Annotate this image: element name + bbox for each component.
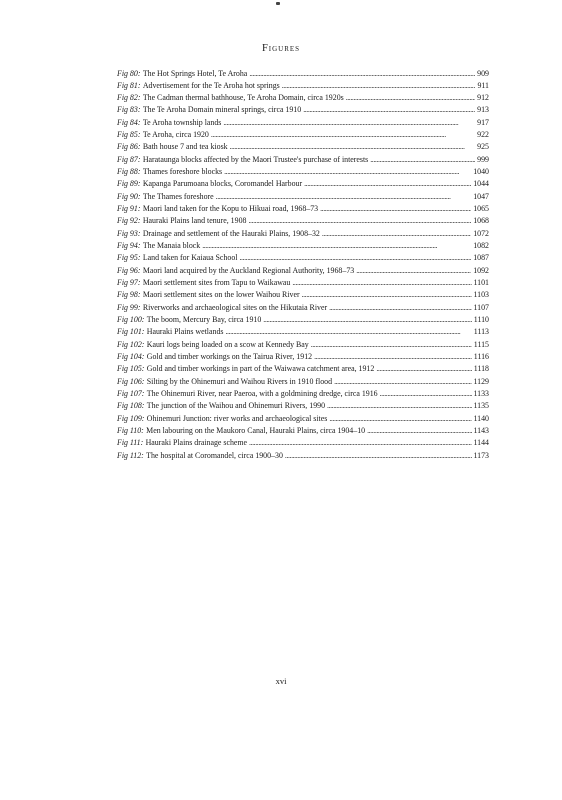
figure-label: Fig 108:: [117, 401, 145, 411]
dot-leader: [380, 388, 472, 400]
figure-caption: Thames foreshore blocks: [142, 167, 223, 177]
figure-entry: [117, 302, 489, 314]
dot-leader: [230, 141, 476, 153]
figure-entry: [117, 413, 489, 425]
figure-entry: [117, 351, 489, 363]
figure-label: Fig 88:: [117, 167, 141, 177]
figure-caption: Drainage and settlement of the Hauraki Plains, 1908–32: [142, 228, 320, 238]
figure-entry: [117, 166, 489, 178]
figure-page-number: 999: [477, 154, 489, 164]
figure-label: Fig 110:: [117, 426, 144, 436]
dot-leader: [211, 129, 475, 141]
figure-page-number: 1118: [473, 364, 489, 374]
figure-entry: [117, 191, 489, 203]
figure-caption: Hauraki Plains wetlands: [146, 327, 224, 337]
figure-entry: [117, 265, 489, 277]
figure-entry: [117, 141, 489, 153]
figure-entry: [117, 314, 489, 326]
figure-label: Fig 92:: [117, 216, 141, 226]
figure-label: Fig 80:: [117, 68, 141, 78]
figure-page-number: 1116: [473, 352, 489, 362]
figure-label: Fig 87:: [117, 154, 141, 164]
figure-entry: [117, 388, 489, 400]
figure-caption: The boom, Mercury Bay, circa 1910: [146, 315, 262, 325]
figure-caption: Hauraki Plains land tenure, 1908: [142, 216, 247, 226]
dot-leader: [304, 178, 471, 190]
figure-label: Fig 93:: [117, 228, 141, 238]
figure-label: Fig 100:: [117, 315, 145, 325]
figure-page-number: 925: [477, 142, 489, 152]
figure-label: Fig 111:: [117, 438, 144, 448]
figure-page-number: 1082: [473, 241, 489, 251]
figure-label: Fig 85:: [117, 130, 141, 140]
dot-leader: [334, 376, 471, 388]
figure-label: Fig 112:: [117, 450, 144, 460]
figure-page-number: 1065: [473, 204, 489, 214]
figure-label: Fig 91:: [117, 204, 141, 214]
figure-entry: [117, 129, 489, 141]
figure-page-number: 1135: [473, 401, 489, 411]
figure-label: Fig 94:: [117, 241, 141, 251]
figure-page-number: 909: [477, 68, 489, 78]
dot-leader: [249, 68, 475, 80]
figure-caption: Gold and timber workings on the Tairua River, 1912: [146, 352, 313, 362]
figure-entry: [117, 154, 489, 166]
figure-caption: Gold and timber workings in part of the Waiwawa catchment area, 1912: [146, 364, 375, 374]
figure-caption: The Hot Springs Hotel, Te Aroha: [142, 68, 248, 78]
dot-leader: [216, 191, 472, 203]
figure-caption: Advertisement for the Te Aroha hot springs: [142, 80, 280, 90]
dot-leader: [367, 425, 471, 437]
figure-caption: Ohinemuri Junction: river works and archaeological sites: [146, 413, 328, 423]
dot-leader: [282, 80, 476, 92]
figure-label: Fig 106:: [117, 376, 145, 386]
figure-page-number: 913: [477, 105, 489, 115]
dot-leader: [202, 240, 471, 252]
dot-leader: [311, 339, 472, 351]
figure-entry: [117, 228, 489, 240]
figure-page-number: 917: [477, 117, 489, 127]
dot-leader: [263, 314, 472, 326]
figure-caption: The Manaia block: [142, 241, 201, 251]
figure-page-number: 1101: [473, 278, 489, 288]
dot-leader: [302, 289, 472, 301]
dot-leader: [322, 228, 471, 240]
figure-caption: Men labouring on the Maukoro Canal, Hauraki Plains, circa 1904–10: [146, 426, 366, 436]
figure-label: Fig 84:: [117, 117, 141, 127]
figure-entry: [117, 450, 489, 462]
figure-caption: Hauraki Plains drainage scheme: [145, 438, 248, 448]
figure-caption: Land taken for Kaiaua School: [142, 253, 238, 263]
figure-caption: Silting by the Ohinemuri and Waihou Rivers in 1910 flood: [146, 376, 333, 386]
figure-page-number: 1072: [473, 228, 489, 238]
figure-entry: [117, 277, 489, 289]
dot-leader: [329, 302, 471, 314]
figure-entry: [117, 437, 489, 449]
figure-label: Fig 83:: [117, 105, 141, 115]
figure-caption: The junction of the Waihou and Ohinemuri Rivers, 1990: [146, 401, 326, 411]
figure-caption: Maori land taken for the Kopu to Hikuai road, 1968–73: [142, 204, 319, 214]
figure-page-number: 1103: [473, 290, 489, 300]
figure-page-number: 1044: [473, 179, 489, 189]
figure-caption: Kauri logs being loaded on a scow at Kennedy Bay: [146, 339, 309, 349]
dot-leader: [314, 351, 472, 363]
figure-caption: Riverworks and archaeological sites on the Hikutaia River: [142, 302, 328, 312]
figure-page-number: 1115: [473, 339, 489, 349]
figure-caption: Maori land acquired by the Auckland Regional Authority, 1968–73: [142, 265, 355, 275]
figure-caption: The Thames foreshore: [142, 191, 214, 201]
figure-caption: Harataunga blocks affected by the Maori Trustee's purchase of interests: [142, 154, 369, 164]
figure-label: Fig 86:: [117, 142, 141, 152]
figure-entry: [117, 203, 489, 215]
figure-caption: Maori settlement sites from Tapu to Waikawau: [142, 278, 291, 288]
dot-leader: [329, 413, 471, 425]
figure-entry: [117, 339, 489, 351]
figure-page-number: 1040: [473, 167, 489, 177]
figure-caption: Te Aroha township lands: [142, 117, 222, 127]
figure-page-number: 1129: [473, 376, 489, 386]
dot-leader: [249, 437, 471, 449]
figure-label: Fig 90:: [117, 191, 141, 201]
figure-label: Fig 81:: [117, 80, 141, 90]
dot-leader: [223, 117, 475, 129]
figure-page-number: 1107: [473, 302, 489, 312]
figure-caption: Bath house 7 and tea kiosk: [142, 142, 228, 152]
figure-page-number: 1140: [473, 413, 489, 423]
figure-page-number: 1092: [473, 265, 489, 275]
dot-leader: [346, 92, 475, 104]
figure-caption: The hospital at Coromandel, circa 1900–30: [146, 450, 283, 460]
figure-label: Fig 89:: [117, 179, 141, 189]
figure-page-number: 911: [477, 80, 489, 90]
figure-entry: [117, 117, 489, 129]
figure-page-number: 922: [477, 130, 489, 140]
dot-leader: [239, 252, 471, 264]
figure-entry: [117, 425, 489, 437]
figure-label: Fig 102:: [117, 339, 145, 349]
figure-caption: The Ohinemuri River, near Paeroa, with a goldmining dredge, circa 1916: [146, 389, 378, 399]
figure-entry: [117, 68, 489, 80]
figure-entry: [117, 363, 489, 375]
figure-caption: The Cadman thermal bathhouse, Te Aroha Domain, circa 1920s: [142, 93, 344, 103]
figure-caption: Maori settlement sites on the lower Waihou River: [142, 290, 300, 300]
figure-entry: [117, 240, 489, 252]
dot-leader: [327, 400, 471, 412]
figure-entry: [117, 80, 489, 92]
figure-entry: [117, 104, 489, 116]
figure-label: Fig 98:: [117, 290, 141, 300]
figure-page-number: 1110: [473, 315, 489, 325]
dot-leader: [370, 154, 475, 166]
figure-page-number: 1173: [473, 450, 489, 460]
dot-leader: [303, 104, 475, 116]
figure-page-number: 1133: [473, 389, 489, 399]
figure-entry: [117, 376, 489, 388]
figure-page-number: 1113: [473, 327, 489, 337]
page-heading: Figures: [261, 43, 301, 54]
figure-entry: [117, 400, 489, 412]
page-top-mark: [276, 2, 280, 5]
dot-leader: [225, 326, 471, 338]
figure-page-number: 1047: [473, 191, 489, 201]
figure-label: Fig 99:: [117, 302, 141, 312]
dot-leader: [248, 215, 471, 227]
figure-caption: Kapanga Parumoana blocks, Coromandel Harbour: [142, 179, 303, 189]
figure-label: Fig 104:: [117, 352, 145, 362]
figure-label: Fig 97:: [117, 278, 141, 288]
dot-leader: [224, 166, 471, 178]
figure-page-number: 1068: [473, 216, 489, 226]
dot-leader: [356, 265, 471, 277]
figure-entry: [117, 178, 489, 190]
figure-list: [117, 68, 489, 463]
figure-entry: [117, 326, 489, 338]
figure-label: Fig 95:: [117, 253, 141, 263]
figure-label: Fig 107:: [117, 389, 145, 399]
figure-label: Fig 96:: [117, 265, 141, 275]
figure-page-number: 1144: [473, 438, 489, 448]
dot-leader: [292, 277, 471, 289]
figure-label: Fig 109:: [117, 413, 145, 423]
figure-entry: [117, 92, 489, 104]
figure-label: Fig 101:: [117, 327, 145, 337]
figure-entry: [117, 252, 489, 264]
figure-page-number: 1143: [473, 426, 489, 436]
dot-leader: [285, 450, 472, 462]
figure-caption: Te Aroha, circa 1920: [142, 130, 209, 140]
figure-caption: The Te Aroha Domain mineral springs, circa 1910: [142, 105, 302, 115]
page-number: xvi: [275, 676, 287, 686]
dot-leader: [376, 363, 471, 375]
figure-entry: [117, 215, 489, 227]
figure-label: Fig 105:: [117, 364, 145, 374]
figure-label: Fig 82:: [117, 93, 141, 103]
dot-leader: [320, 203, 471, 215]
figure-page-number: 1087: [473, 253, 489, 263]
figure-entry: [117, 289, 489, 301]
figure-page-number: 912: [477, 93, 489, 103]
